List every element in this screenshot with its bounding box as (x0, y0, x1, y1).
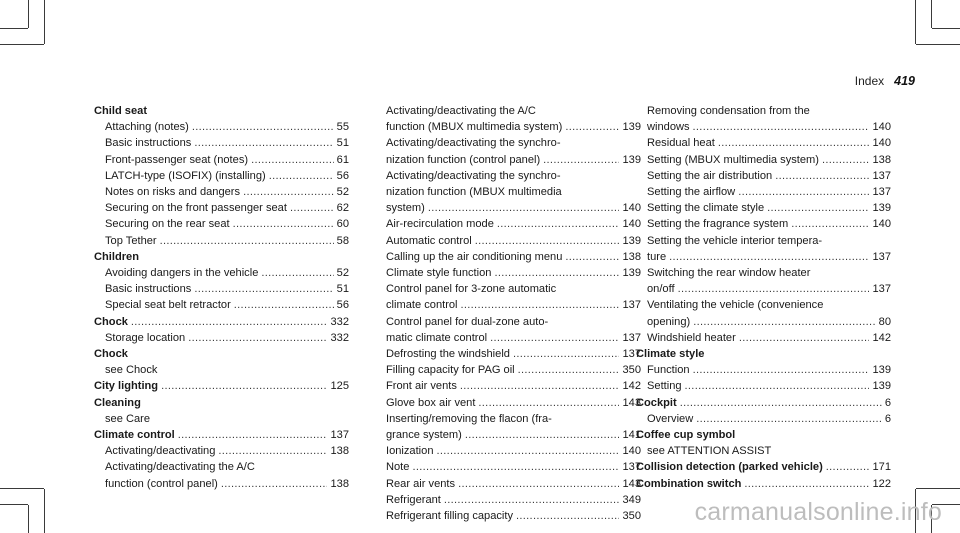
index-term: Setting the climate style (647, 202, 765, 215)
page-ref: 140 (872, 137, 891, 150)
dot-leader (251, 152, 334, 168)
index-term: Function (647, 364, 690, 377)
index-entry (386, 233, 641, 249)
crop-mark (916, 44, 960, 45)
index-term: Setting (647, 380, 682, 393)
crop-mark (0, 44, 44, 45)
index-term: Securing on the front passenger seat (105, 202, 287, 215)
dot-leader (194, 281, 333, 297)
index-entry (386, 443, 641, 459)
page-ref: 139 (622, 153, 641, 166)
index-entry (386, 459, 641, 475)
page-ref: 332 (330, 331, 349, 344)
dot-leader (412, 459, 619, 475)
dot-leader (693, 314, 875, 330)
index-term: Attaching (notes) (105, 121, 189, 134)
index-term: Storage location (105, 331, 186, 344)
index-text: Activating/deactivating the synchro- (386, 137, 561, 150)
page-ref: 60 (336, 218, 349, 231)
index-term: Rear air vents (386, 477, 456, 490)
dot-leader (444, 492, 620, 508)
page-ref: 139 (872, 364, 891, 377)
page-ref: 6 (884, 412, 891, 425)
page-ref: 139 (872, 202, 891, 215)
index-term: grance system) (386, 429, 462, 442)
dot-leader (192, 119, 334, 135)
index-entry (94, 233, 349, 249)
dot-leader (218, 443, 327, 459)
index-term: matic climate control (386, 331, 488, 344)
index-term: Defrosting the windshield (386, 348, 510, 361)
index-term: City lighting (94, 380, 159, 393)
index-entry (386, 476, 641, 492)
crop-mark (28, 0, 29, 28)
index-entry (636, 378, 891, 394)
index-term: Climate style function (386, 267, 492, 280)
dot-leader (465, 427, 620, 443)
dot-leader (437, 443, 620, 459)
dot-leader (822, 152, 869, 168)
index-entry (636, 411, 891, 427)
index-column-3 (636, 103, 891, 492)
dot-leader (565, 119, 619, 135)
dot-leader (826, 459, 870, 475)
page-number: 419 (894, 74, 915, 88)
dot-leader (475, 233, 620, 249)
index-entry (94, 184, 349, 200)
index-entry (94, 216, 349, 232)
index-term: function (MBUX multimedia system) (386, 121, 563, 134)
index-term: Refrigerant (386, 493, 441, 506)
page-ref: 349 (622, 493, 641, 506)
index-entry (386, 378, 641, 394)
index-entry (94, 135, 349, 151)
index-term: Setting (MBUX multimedia system) (647, 153, 819, 166)
dot-leader (693, 362, 870, 378)
page-ref: 139 (622, 234, 641, 247)
dot-leader (739, 330, 870, 346)
index-term: Avoiding dangers in the vehicle (105, 267, 259, 280)
dot-leader (513, 346, 620, 362)
crop-mark (44, 489, 45, 533)
index-entry (636, 459, 891, 475)
index-term: Calling up the air conditioning menu (386, 250, 563, 263)
index-entry (386, 216, 641, 232)
index-term: Overview (647, 412, 694, 425)
index-entry (636, 216, 891, 232)
index-text: Activating/deactivating the A/C (105, 461, 255, 474)
index-entry (386, 265, 641, 281)
index-term: climate control (386, 299, 458, 312)
page-ref: 137 (872, 283, 891, 296)
index-entry (636, 476, 891, 492)
page-ref: 6 (884, 396, 891, 409)
dot-leader (744, 476, 869, 492)
dot-leader (221, 476, 328, 492)
index-term: Basic instructions (105, 137, 192, 150)
index-entry (94, 297, 349, 313)
index-term: Front-passenger seat (notes) (105, 153, 249, 166)
index-text: Removing condensation from the (647, 105, 810, 117)
index-entry (386, 297, 641, 313)
index-heading: Chock (94, 348, 128, 361)
index-term: Filling capacity for PAG oil (386, 364, 515, 377)
index-term: Collision detection (parked vehicle) (636, 461, 823, 474)
page-ref: 139 (872, 380, 891, 393)
index-term: Chock (94, 315, 128, 328)
index-entry (94, 200, 349, 216)
index-entry (636, 249, 891, 265)
crop-mark (931, 0, 932, 28)
dot-leader (669, 249, 869, 265)
index-text: Activating/deactivating the A/C (386, 105, 536, 117)
index-term: Climate control (94, 429, 175, 442)
page-ref: 140 (622, 445, 641, 458)
index-entry (94, 152, 349, 168)
dot-leader (685, 378, 870, 394)
page-ref: 52 (336, 267, 349, 280)
index-term: function (control panel) (105, 477, 218, 490)
page-ref: 61 (336, 153, 349, 166)
dot-leader (131, 314, 328, 330)
index-entry (636, 119, 891, 135)
index-entry (386, 492, 641, 508)
index-entry (94, 378, 349, 394)
index-term: Notes on risks and dangers (105, 186, 241, 199)
index-text: Control panel for dual-zone auto- (386, 315, 549, 328)
dot-leader (696, 411, 882, 427)
dot-leader (234, 297, 334, 313)
index-term: nization function (control panel) (386, 153, 541, 166)
dot-leader (497, 216, 620, 232)
page-ref: 58 (336, 234, 349, 247)
dot-leader (460, 378, 620, 394)
dot-leader (269, 168, 334, 184)
page-ref: 332 (330, 315, 349, 328)
index-entry (386, 346, 641, 362)
dot-leader (565, 249, 619, 265)
index-entry (386, 427, 641, 443)
watermark: carmanualsonline.info (694, 498, 942, 526)
index-term: Air-recirculation mode (386, 218, 494, 231)
index-heading: Coffee cup symbol (636, 429, 736, 442)
index-entry (94, 476, 349, 492)
index-term: ture (647, 250, 667, 263)
page-ref: 137 (622, 461, 641, 474)
page-ref: 140 (622, 218, 641, 231)
index-entry (386, 249, 641, 265)
index-column-2 (386, 103, 641, 524)
dot-leader (718, 135, 870, 151)
index-entry (636, 395, 891, 411)
dot-leader (490, 330, 619, 346)
index-term: Windshield heater (647, 331, 736, 344)
index-text: see Chock (105, 364, 158, 377)
dot-leader (516, 508, 619, 524)
index-text: Ventilating the vehicle (convenience (647, 299, 824, 312)
page-ref: 80 (878, 315, 891, 328)
index-term: Setting the air distribution (647, 169, 773, 182)
crop-mark (0, 504, 28, 505)
page-ref: 171 (872, 461, 891, 474)
index-entry (94, 330, 349, 346)
page-ref: 142 (872, 331, 891, 344)
index-entry (386, 330, 641, 346)
index-term: Setting the airflow (647, 186, 736, 199)
page-ref: 138 (330, 477, 349, 490)
index-entry (636, 135, 891, 151)
page-ref: 52 (336, 186, 349, 199)
index-entry (94, 443, 349, 459)
page-ref: 139 (622, 267, 641, 280)
page-ref: 138 (872, 153, 891, 166)
dot-leader (428, 200, 620, 216)
index-entry (94, 168, 349, 184)
dot-leader (518, 362, 620, 378)
dot-leader (178, 427, 328, 443)
dot-leader (194, 135, 333, 151)
dot-leader (290, 200, 334, 216)
page-ref: 140 (622, 202, 641, 215)
index-term: Combination switch (636, 477, 742, 490)
index-heading: Child seat (94, 105, 148, 117)
index-term: Securing on the rear seat (105, 218, 230, 231)
dot-leader (693, 119, 870, 135)
index-entry (636, 330, 891, 346)
index-entry (386, 508, 641, 524)
dot-leader (188, 330, 327, 346)
crop-mark (44, 0, 45, 44)
page-ref: 137 (872, 169, 891, 182)
crop-mark (0, 28, 28, 29)
page-ref: 51 (336, 137, 349, 150)
index-text: nization function (MBUX multimedia (386, 186, 562, 199)
dot-leader (233, 216, 334, 232)
page-ref: 143 (622, 477, 641, 490)
index-term: Residual heat (647, 137, 715, 150)
index-term: Note (386, 461, 410, 474)
page-ref: 138 (330, 445, 349, 458)
index-entry (636, 314, 891, 330)
dot-leader (243, 184, 334, 200)
dot-leader (458, 476, 619, 492)
page-ref: 137 (330, 429, 349, 442)
index-term: windows (647, 121, 690, 134)
page-ref: 350 (622, 364, 641, 377)
page-ref: 350 (622, 510, 641, 523)
page-ref: 125 (330, 380, 349, 393)
index-entry (636, 168, 891, 184)
page-ref: 138 (622, 250, 641, 263)
page-ref: 137 (622, 299, 641, 312)
dot-leader (791, 216, 869, 232)
index-column-1 (94, 103, 349, 492)
index-term: Refrigerant filling capacity (386, 510, 514, 523)
index-entry (636, 362, 891, 378)
index-heading: Climate style (636, 348, 705, 361)
header-label: Index (854, 74, 885, 88)
page-ref: 122 (872, 477, 891, 490)
index-term: Front air vents (386, 380, 457, 393)
index-term: Top Tether (105, 234, 157, 247)
index-text: Switching the rear window heater (647, 267, 811, 280)
index-term: Setting the fragrance system (647, 218, 789, 231)
index-term: Cockpit (636, 396, 677, 409)
crop-mark (28, 505, 29, 533)
dot-leader (461, 297, 620, 313)
index-entry (636, 281, 891, 297)
page-ref: 137 (872, 186, 891, 199)
index-entry (94, 265, 349, 281)
index-entry (636, 184, 891, 200)
crop-mark (915, 0, 916, 44)
index-heading: Cleaning (94, 396, 141, 409)
dot-leader (543, 152, 619, 168)
dot-leader (261, 265, 333, 281)
index-term: opening) (647, 315, 691, 328)
page-ref: 140 (872, 121, 891, 134)
index-text: Inserting/removing the flacon (fra- (386, 412, 552, 425)
crop-mark (932, 28, 960, 29)
dot-leader (678, 281, 870, 297)
index-text: Control panel for 3-zone automatic (386, 283, 557, 296)
page-ref: 137 (622, 331, 641, 344)
index-entry (386, 119, 641, 135)
index-text: see ATTENTION ASSIST (647, 445, 772, 458)
crop-mark (0, 488, 44, 489)
page-ref: 141 (622, 429, 641, 442)
page-ref: 137 (872, 250, 891, 263)
page-ref: 56 (336, 299, 349, 312)
index-text: see Care (105, 412, 151, 425)
index-term: on/off (647, 283, 675, 296)
dot-leader (738, 184, 869, 200)
index-term: Automatic control (386, 234, 472, 247)
index-heading: Children (94, 250, 139, 263)
index-entry (94, 119, 349, 135)
index-entry (386, 152, 641, 168)
dot-leader (478, 395, 619, 411)
dot-leader (160, 233, 334, 249)
index-term: Ionization (386, 445, 434, 458)
page-ref: 143 (622, 396, 641, 409)
dot-leader (161, 378, 327, 394)
index-term: Special seat belt retractor (105, 299, 231, 312)
page-header (855, 74, 915, 88)
page-ref: 62 (336, 202, 349, 215)
page-ref: 140 (872, 218, 891, 231)
index-entry (386, 200, 641, 216)
index-entry (386, 395, 641, 411)
index-term: Activating/deactivating (105, 445, 216, 458)
index-term: Glove box air vent (386, 396, 476, 409)
page-ref: 56 (336, 169, 349, 182)
index-entry (636, 152, 891, 168)
index-text: Setting the vehicle interior tempera- (647, 234, 823, 247)
index-entry (386, 362, 641, 378)
index-term: Basic instructions (105, 283, 192, 296)
dot-leader (767, 200, 869, 216)
index-text: Activating/deactivating the synchro- (386, 169, 561, 182)
page-ref: 55 (336, 121, 349, 134)
index-entry (94, 427, 349, 443)
dot-leader (680, 395, 882, 411)
index-entry (94, 281, 349, 297)
index-term: LATCH-type (ISOFIX) (installing) (105, 169, 266, 182)
dot-leader (775, 168, 869, 184)
index-entry (636, 200, 891, 216)
page-ref: 137 (622, 348, 641, 361)
crop-mark (916, 488, 960, 489)
page-ref: 142 (622, 380, 641, 393)
index-entry (94, 314, 349, 330)
page-ref: 139 (622, 121, 641, 134)
dot-leader (494, 265, 619, 281)
index-term: system) (386, 202, 425, 215)
page-ref: 51 (336, 283, 349, 296)
